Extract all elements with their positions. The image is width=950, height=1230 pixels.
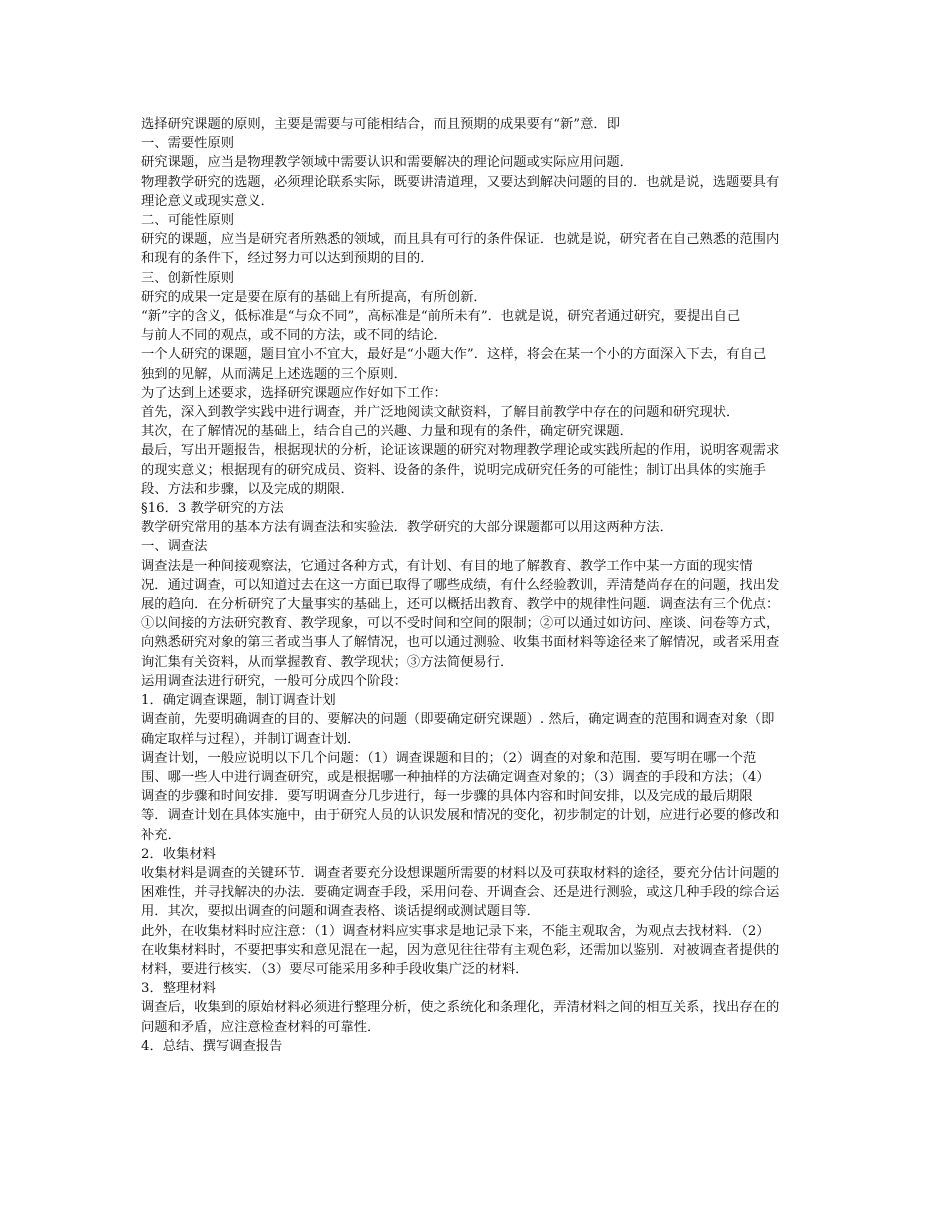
text-line: 调查后，收集到的原始材料必须进行整理分析，使之系统化和条理化，弄清材料之间的相互关系，找出存在的	[141, 1000, 780, 1016]
text-line: 段、方法和步骤，以及完成的期限．	[141, 481, 354, 497]
text-line: 的现实意义；根据现有的研究成员、资料、设备的条件，说明完成研究任务的可能性；制订出具体的实施手	[141, 462, 766, 478]
text-line: 此外，在收集材料时应注意：（1）调查材料应实事求是地记录下来，不能主观取舍，为观点去找材料．（2）	[141, 923, 770, 939]
text-line: 用．其次，要拟出调查的问题和调查表格、谈话提纲或测试题目等．	[141, 904, 540, 920]
text-line: 调查计划，一般应说明以下几个问题：（1）调查课题和目的；（2）调查的对象和范围．要写明在哪一个范	[141, 750, 757, 766]
text-line: 三、创新性原则	[141, 270, 235, 286]
text-line: 和现有的条件下，经过努力可以达到预期的目的．	[141, 251, 434, 267]
text-line: 确定取样与过程），并制订调查计划．	[141, 731, 361, 747]
text-line: 独到的见解，从而满足上述选题的三个原则．	[141, 366, 407, 382]
text-line: 理论意义或现实意义．	[141, 193, 274, 209]
text-line: 调查的步骤和时间安排．要写明调查分几步进行，每一步骤的具体内容和时间安排，以及完成的最后期限	[141, 789, 753, 805]
text-line: 一个人研究的课题，题目宜小不宜大，最好是“小题大作”．这样，将会在某一个小的方面深入下去，有自己	[141, 347, 767, 363]
text-line: 况．通过调查，可以知道过去在这一方面已取得了哪些成绩，有什么经验教训，弄清楚尚存在的问题，找出发	[141, 577, 780, 593]
text-line: 一、调查法	[141, 539, 208, 555]
text-line: 选择研究课题的原则，主要是需要与可能相结合，而且预期的成果要有“新”意．即	[141, 117, 620, 132]
text-line: 2．收集材料	[141, 846, 216, 862]
text-line: 围、哪一些人中进行调查研究，或是根据哪一种抽样的方法确定调查对象的；（3）调查的手段和方法；（4）	[141, 769, 770, 785]
text-line: 3．整理材料	[141, 981, 216, 997]
text-line: 补充．	[141, 827, 181, 843]
text-line: “新”字的含义，低标准是“与众不同”，高标准是“前所未有”．也就是说，研究者通过研究，要提出自己	[141, 309, 741, 325]
text-line: 研究的课题，应当是研究者所熟悉的领域，而且具有可行的条件保证．也就是说，研究者在自己熟悉的范围内	[141, 232, 780, 248]
text-line: §16．3 教学研究的方法	[141, 501, 284, 517]
text-line: 研究的成果一定是要在原有的基础上有所提高，有所创新．	[141, 289, 487, 305]
text-line: 展的趋向．在分析研究了大量事实的基础上，还可以概括出教育、教学中的规律性问题．调查法有三个优点：	[141, 597, 780, 613]
text-line: 调查法是一种间接观察法，它通过各种方式，有计划、有目的地了解教育、教学工作中某一方面的现实情	[141, 558, 753, 574]
text-line: 困难性，并寻找解决的办法．要确定调查手段，采用问卷、开调查会、还是进行测验，或这几种手段的综合运	[141, 885, 780, 901]
text-line: 运用调查法进行研究，一般可分成四个阶段：	[141, 673, 407, 689]
text-line: 一、需要性原则	[141, 136, 235, 152]
text-line: 1．确定调查课题，制订调查计划	[141, 693, 336, 709]
text-line: 与前人不同的观点，或不同的方法，或不同的结论．	[141, 328, 447, 344]
document-body	[141, 115, 889, 1056]
text-line: 问题和矛盾，应注意检查材料的可靠性．	[141, 1019, 381, 1035]
text-line: 二、可能性原则	[141, 213, 235, 229]
text-line: 物理教学研究的选题，必须理论联系实际，既要讲清道理，又要达到解决问题的目的．也就是说，选题要具有	[141, 174, 780, 190]
text-line: 等．调查计划在具体实施中，由于研究人员的认识发展和情况的变化，初步制定的计划，应进行必要的修改和	[141, 808, 780, 824]
text-line: 收集材料是调查的关键环节．调查者要充分设想课题所需要的材料以及可获取材料的途径，要充分估计问题的	[141, 865, 780, 881]
text-line: 向熟悉研究对象的第三者或当事人了解情况，也可以通过测验、收集书面材料等途径来了解情况，或者采用查	[141, 635, 780, 651]
text-line: 在收集材料时，不要把事实和意见混在一起，因为意见往往带有主观色彩，还需加以鉴别．对被调查者提供的	[141, 942, 780, 958]
text-line: 调查前，先要明确调查的目的、要解决的问题（即要确定研究课题）. 然后，确定调查的范围和调查对象（即	[141, 712, 775, 728]
text-line: 其次，在了解情况的基础上，结合自己的兴趣、力量和现有的条件，确定研究课题．	[141, 424, 633, 440]
text-line: 教学研究常用的基本方法有调查法和实验法．教学研究的大部分课题都可以用这两种方法．	[141, 520, 673, 536]
text-line: 最后，写出开题报告，根据现状的分析，论证该课题的研究对物理教学理论或实践所起的作用，说明客观需求	[141, 443, 780, 459]
text-line: 4．总结、撰写调查报告	[141, 1038, 283, 1054]
text-line: 材料，要进行核实．（3）要尽可能采用多种手段收集广泛的材料．	[141, 961, 529, 977]
text-line: 研究课题，应当是物理教学领域中需要认识和需要解决的理论问题或实际应用问题．	[141, 155, 633, 171]
text-line: ①以间接的方法研究教育、教学现象，可以不受时间和空间的限制；②可以通过如访问、座谈、问卷等方式，	[141, 616, 780, 632]
text-line: 询汇集有关资料，从而掌握教育、教学现状；③方法简便易行．	[141, 654, 514, 670]
text-line: 为了达到上述要求，选择研究课题应作好如下工作：	[141, 385, 447, 401]
text-line: 首先，深入到教学实践中进行调查，并广泛地阅读文献资料，了解目前教学中存在的问题和研究现状．	[141, 405, 740, 421]
